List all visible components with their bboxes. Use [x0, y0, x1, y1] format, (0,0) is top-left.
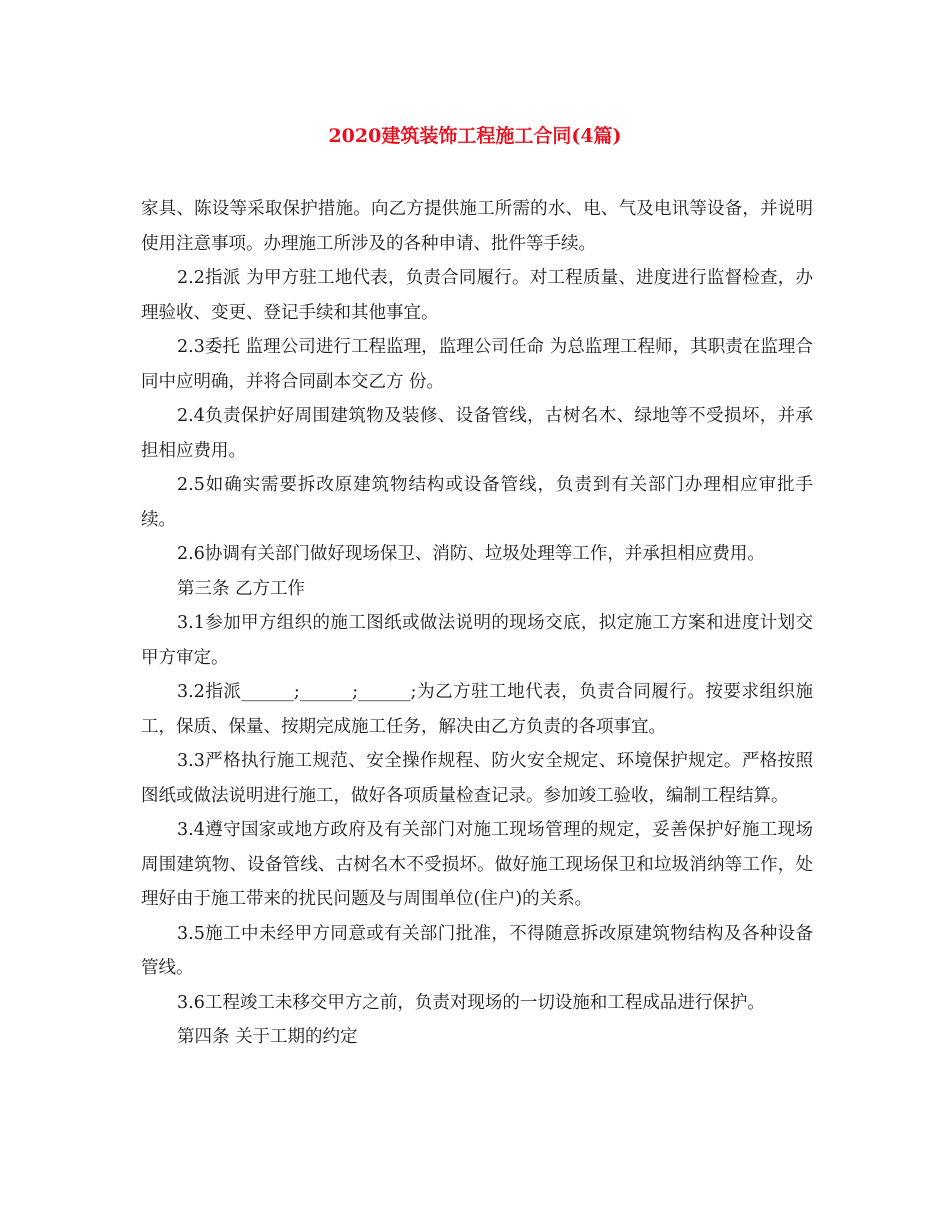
section-heading-4: 第四条 关于工期的约定	[177, 1027, 358, 1047]
section-heading-3: 第三条 乙方工作	[177, 578, 306, 599]
paragraph-13: 3.6工程竣工未移交甲方之前，负责对现场的一切设施和工程成品进行保护。	[177, 992, 765, 1013]
paragraph-5: 2.5如确实需要拆改原建筑物结构或设备管线，负责到有关部门办理相应审批手续。	[141, 475, 813, 530]
paragraph-4: 2.4负责保护好周围建筑物及装修、设备管线，古树名木、绿地等不受损坏，并承担相应费用。	[141, 406, 813, 461]
paragraph-9: 3.2指派______;______;______;为乙方驻工地代表，负责合同履行。按要求组织施工，保质、保量、按期完成施工任务，解决由乙方负责的各项事宜。	[141, 682, 813, 737]
paragraph-8: 3.1参加甲方组织的施工图纸或做法说明的现场交底，拟定施工方案和进度计划交甲方审定。	[141, 613, 813, 668]
paragraph-3: 2.3委托 监理公司进行工程监理，监理公司任命 为总监理工程师，其职责在监理合同中应明确，并将合同副本交乙方 份。	[141, 337, 813, 392]
paragraph-1: 家具、陈设等采取保护措施。向乙方提供施工所需的水、电、气及电讯等设备，并说明使用注意事项。办理施工所涉及的各种申请、批件等手续。	[141, 199, 813, 254]
document-body	[141, 192, 813, 1055]
paragraph-10: 3.3严格执行施工规范、安全操作规程、防火安全规定、环境保护规定。严格按照图纸或做法说明进行施工，做好各项质量检查记录。参加竣工验收，编制工程结算。	[141, 751, 813, 806]
document-title: 2020建筑装饰工程施工合同(4篇)	[328, 125, 622, 147]
paragraph-11: 3.4遵守国家或地方政府及有关部门对施工现场管理的规定，妥善保护好施工现场周围建筑物、设备管线、古树名木不受损坏。做好施工现场保卫和垃圾消纳等工作，处理好由于施工带来的扰民问题及与周围单位(住户)的关系。	[141, 820, 813, 909]
paragraph-12: 3.5施工中未经甲方同意或有关部门批准，不得随意拆改原建筑物结构及各种设备管线。	[141, 923, 813, 978]
paragraph-6: 2.6协调有关部门做好现场保卫、消防、垃圾处理等工作，并承担相应费用。	[177, 544, 765, 564]
paragraph-2: 2.2指派 为甲方驻工地代表，负责合同履行。对工程质量、进度进行监督检查，办理验收、变更、登记手续和其他事宜。	[141, 268, 813, 323]
